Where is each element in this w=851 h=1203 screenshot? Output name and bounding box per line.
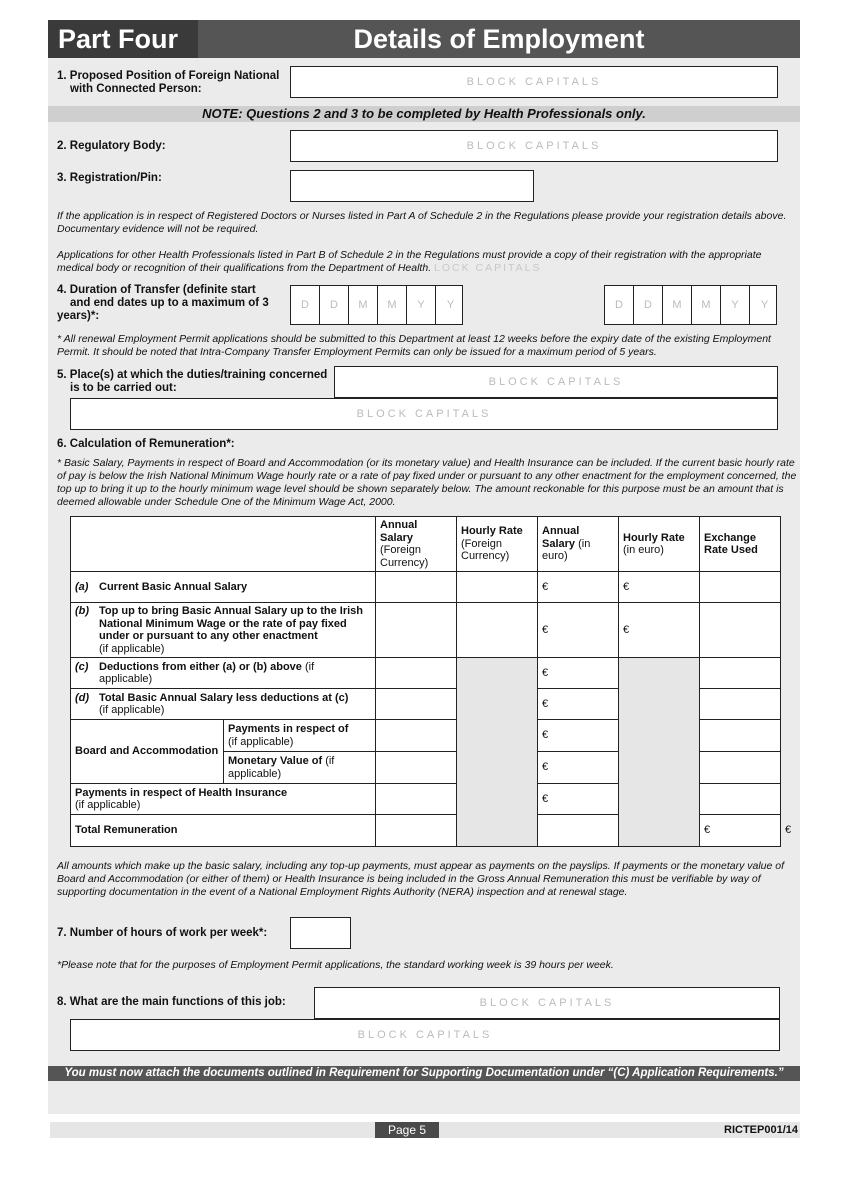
start-day-digit-1[interactable]: D (291, 286, 320, 324)
total-hourly-foreign-input[interactable] (538, 815, 619, 847)
col-header-hourly-rate-euro: Hourly Rate (in euro) (619, 517, 700, 572)
hourly-foreign-disabled-block (457, 658, 538, 847)
row-a-annual-foreign-input[interactable] (376, 572, 457, 603)
board-payments-label: Payments in respect of (if applicable) (224, 720, 376, 752)
board-monetary-annual-euro-input[interactable]: € (538, 752, 619, 784)
q3-registration-pin-input[interactable] (290, 170, 534, 202)
q8-functions-input-2[interactable] (70, 1019, 780, 1051)
row-d-annual-foreign-input[interactable] (376, 689, 457, 720)
q8-label: 8. What are the main functions of this job: (57, 996, 286, 1008)
row-d-annual-euro-input[interactable]: € (538, 689, 619, 720)
end-year-digit-1[interactable]: Y (721, 286, 750, 324)
total-annual-euro-input[interactable]: € (700, 815, 781, 847)
q8-placeholder-2: BLOCK CAPITALS (357, 1029, 493, 1041)
start-month-digit-1[interactable]: M (349, 286, 378, 324)
q2-placeholder: BLOCK CAPITALS (466, 140, 602, 152)
col-header-annual-salary-foreign: Annual Salary (Foreign Currency) (376, 517, 457, 572)
q5-placeholder-1: BLOCK CAPITALS (488, 376, 624, 388)
q5-place-input-2[interactable] (70, 398, 778, 430)
q3-label: 3. Registration/Pin: (57, 172, 162, 184)
table-header-row (71, 517, 781, 572)
q7-label: 7. Number of hours of work per week*: (57, 927, 268, 939)
form-code: RICTEP001/14 (724, 1124, 798, 1136)
health-professionals-note: NOTE: Questions 2 and 3 to be completed by Health Professionals only. (48, 106, 800, 122)
q4-end-date-input[interactable] (604, 285, 777, 325)
q2-label: 2. Regulatory Body: (57, 140, 166, 152)
row-c-label: (c) Deductions from either (a) or (b) above (if applicable) (71, 658, 376, 689)
total-remuneration-label: Total Remuneration (71, 815, 376, 847)
q1-label: 1. Proposed Position of Foreign National with Connected Person: (57, 70, 280, 95)
row-d-label: (d) Total Basic Annual Salary less deductions at (c) (if applicable) (71, 689, 376, 720)
renewal-note: * All renewal Employment Permit applications should be submitted to this Department at least 12 weeks before the expiry date of the existing Employment Permit. It should be noted that Intra-Company Transfer Employment Permits can only be issued for a maximum period of 5 years. (57, 333, 771, 358)
row-a-hourly-euro-input[interactable]: € (619, 572, 700, 603)
q7-hours-input[interactable] (290, 917, 351, 949)
board-monetary-annual-foreign-input[interactable] (376, 752, 457, 784)
q8-placeholder-1: BLOCK CAPITALS (479, 997, 615, 1009)
q4-label: 4. Duration of Transfer (definite start and end dates up to a maximum of 3 years)*: (57, 284, 269, 322)
board-monetary-value-label: Monetary Value of (if applicable) (224, 752, 376, 784)
remuneration-note: * Basic Salary, Payments in respect of Board and Accommodation (or its monetary value) and Health Insurance can be included. If the current basic hourly rate of pay is below the Irish National Minimum Wage hourly rate or a rate of pay fixed under or pursuant to any other enactment for the employment concerned, the top up to bring it up to the hourly minimum wage level should be shown separately below. The amount reckonable for this purpose must be an amount that is deemed allowable under Schedule One of the Minimum Wage Act, 2000. (57, 457, 797, 508)
row-b-annual-euro-input[interactable]: € (538, 603, 619, 658)
health-insurance-label: Payments in respect of Health Insurance (if applicable) (71, 784, 376, 815)
row-d-exchange-rate-input[interactable] (700, 689, 781, 720)
part-label: Part Four (48, 20, 198, 58)
payslip-note: All amounts which make up the basic salary, including any top-up payments, must appear as payments on the payslips. If payments or the monetary value of Board and Accommodation (or either of them) or Health Insurance is being included in the Gross Annual Remuneration this must be verifiable by way of supporting documentation in the event of a National Employment Rights Authority (NERA) inspection and at renewal stage. (57, 860, 785, 898)
start-day-digit-2[interactable]: D (320, 286, 349, 324)
q5-place-input-1[interactable] (334, 366, 778, 398)
end-month-digit-2[interactable]: M (692, 286, 721, 324)
health-annual-euro-input[interactable]: € (538, 784, 619, 815)
row-c-exchange-rate-input[interactable] (700, 658, 781, 689)
row-a-label: (a) Current Basic Annual Salary (71, 572, 376, 603)
section-title: Details of Employment (353, 24, 645, 54)
row-c-annual-euro-input[interactable]: € (538, 658, 619, 689)
start-month-digit-2[interactable]: M (378, 286, 407, 324)
total-annual-foreign-input[interactable] (376, 815, 457, 847)
registered-doctors-info: If the application is in respect of Registered Doctors or Nurses listed in Part A of Schedule 2 in the Regulations please provide your registration details above. Documentary evidence will not be required. (57, 210, 787, 235)
table-row (71, 603, 781, 658)
q1-placeholder: BLOCK CAPITALS (466, 76, 602, 88)
row-b-annual-foreign-input[interactable] (376, 603, 457, 658)
board-payments-annual-foreign-input[interactable] (376, 720, 457, 752)
board-monetary-exchange-rate-input[interactable] (700, 752, 781, 784)
end-day-digit-2[interactable]: D (634, 286, 663, 324)
row-a-exchange-rate-input[interactable] (700, 572, 781, 603)
col-header-exchange-rate: Exchange Rate Used (700, 517, 781, 572)
end-month-digit-1[interactable]: M (663, 286, 692, 324)
row-a-annual-euro-input[interactable]: € (538, 572, 619, 603)
row-b-hourly-foreign-input[interactable] (457, 603, 538, 658)
start-year-digit-1[interactable]: Y (407, 286, 436, 324)
col-header-annual-salary-euro: Annual Salary (in euro) (538, 517, 619, 572)
row-c-annual-foreign-input[interactable] (376, 658, 457, 689)
q5-placeholder-2: BLOCK CAPITALS (356, 408, 492, 420)
q5-label: 5. Place(s) at which the duties/training concerned is to be carried out: (57, 369, 328, 394)
row-a-hourly-foreign-input[interactable] (457, 572, 538, 603)
row-b-exchange-rate-input[interactable] (700, 603, 781, 658)
end-day-digit-1[interactable]: D (605, 286, 634, 324)
attach-documents-note: You must now attach the documents outlined in Requirement for Supporting Documentation under “(C) Application Requirements.” (48, 1066, 800, 1081)
q1-position-input[interactable] (290, 66, 778, 98)
remuneration-table (70, 516, 792, 847)
other-health-professionals-text: Applications for other Health Professionals listed in Part B of Schedule 2 in the Regulations must provide a copy of their registration with the appropriate medical body or recognition of their qualifications from the Department of Health. (57, 249, 762, 274)
row-b-hourly-euro-input[interactable]: € (619, 603, 700, 658)
q2-regulatory-body-input[interactable] (290, 130, 778, 162)
q6-label: 6. Calculation of Remuneration*: (57, 438, 235, 450)
board-payments-annual-euro-input[interactable]: € (538, 720, 619, 752)
end-year-digit-2[interactable]: Y (760, 299, 769, 311)
health-annual-foreign-input[interactable] (376, 784, 457, 815)
q8-functions-input-1[interactable] (314, 987, 780, 1019)
hourly-euro-disabled-block (619, 658, 700, 847)
table-row (71, 572, 781, 603)
health-exchange-rate-input[interactable] (700, 784, 781, 815)
row-b-label: (b) Top up to bring Basic Annual Salary up to the Irish National Minimum Wage or the rate of pay fixed under or pursuant to any other enactment (if applicable) (71, 603, 376, 658)
ghost-placeholder-text: LOCK CAPITALS (434, 262, 542, 274)
board-payments-exchange-rate-input[interactable] (700, 720, 781, 752)
board-accommodation-label: Board and Accommodation (71, 720, 224, 784)
start-year-digit-2[interactable]: Y (446, 299, 455, 311)
col-header-hourly-rate-foreign: Hourly Rate (Foreign Currency) (457, 517, 538, 572)
hours-note: *Please note that for the purposes of Employment Permit applications, the standard working week is 39 hours per week. (57, 959, 614, 971)
table-row (71, 658, 781, 689)
header-blank-cell (71, 517, 376, 572)
page-number: Page 5 (375, 1122, 439, 1138)
other-health-professionals-info (57, 249, 792, 275)
q4-start-date-input[interactable] (290, 285, 463, 325)
table-row: Total Remuneration € € (71, 815, 781, 847)
